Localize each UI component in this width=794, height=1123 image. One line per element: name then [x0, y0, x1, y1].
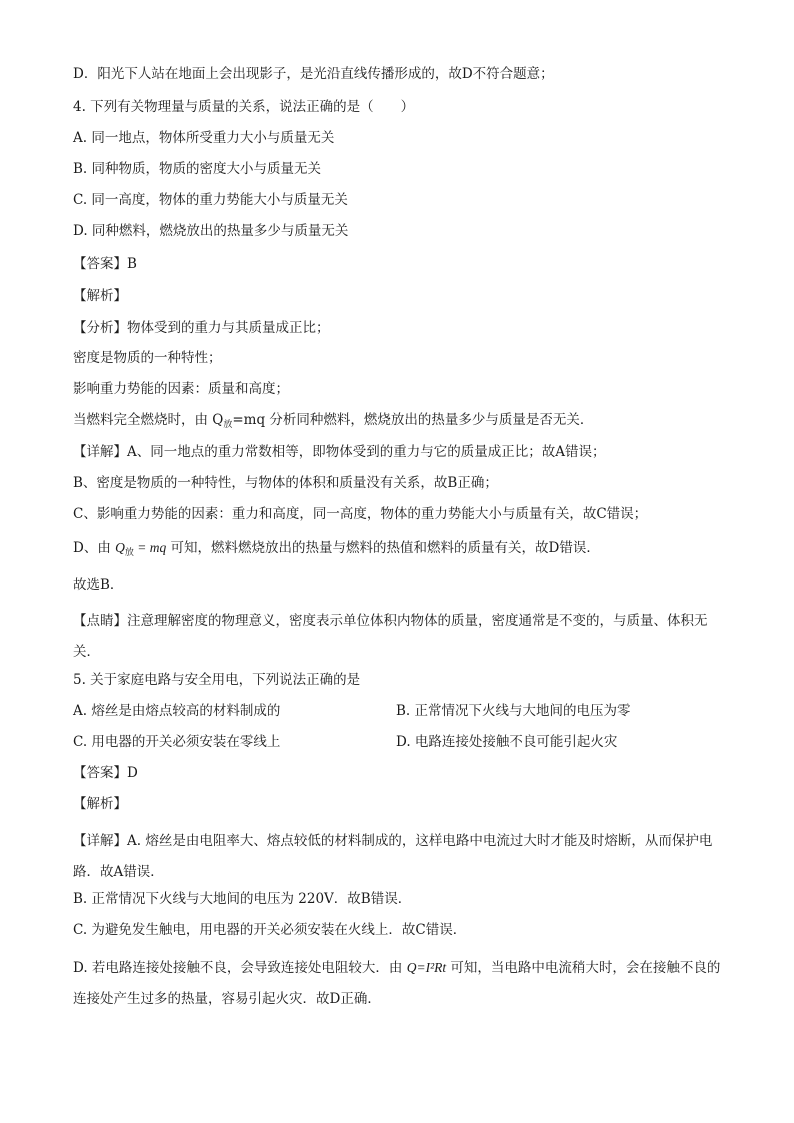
question-4-option-a: A. 同一地点，物体所受重力大小与质量无关 — [73, 130, 335, 146]
question-5-xiangjie-a: 【详解】A. 熔丝是由电阻率大、熔点较低的材料制成的，这样电路中电流过大时才能及时熔断，从而保护电路．故A错误． — [73, 833, 713, 880]
formula-rest: = mq — [133, 540, 167, 555]
question-5-explain-d — [73, 952, 733, 1015]
question-5-explain-b: B. 正常情况下火线与大地间的电压为 220V．故B错误． — [73, 891, 412, 907]
question-4-xiangjie-c: C、影响重力势能的因素：重力和高度，同一高度，物体的重力势能大小与质量有关，故C错误； — [73, 506, 648, 522]
question-5-option-a: A. 熔丝是由熔点较高的材料制成的 — [73, 703, 281, 719]
question-5-answer: 【答案】D — [73, 765, 138, 781]
fenxi-subscript: 放 — [223, 420, 233, 430]
question-4-option-d: D. 同种燃料，燃烧放出的热量多少与质量无关 — [73, 223, 349, 239]
question-4-fenxi-line-1: 【分析】物体受到的重力与其质量成正比； — [73, 320, 330, 336]
xiangjie-d-post: 可知，燃料燃烧放出的热量与燃料的热值和燃料的质量有关，故D错误． — [166, 540, 600, 556]
text-line: D．阳光下人站在地面上会出现影子，是光沿直线传播形成的，故D不符合题意； — [73, 66, 554, 82]
question-5-option-c: C. 用电器的开关必须安装在零线上 — [73, 734, 281, 750]
question-5-explain-c: C. 为避免发生触电，用电器的开关必须安装在火线上．故C错误． — [73, 922, 467, 938]
question-4-fenxi-line-2: 密度是物质的一种特性； — [73, 350, 222, 366]
question-5-stem: 5. 关于家庭电路与安全用电，下列说法正确的是 — [73, 672, 361, 688]
question-4-dianjing: 【点睛】注意理解密度的物理意义，密度表示单位体积内物体的质量，密度通常是不变的，与质量、体积无关． — [73, 613, 708, 660]
formula-subscript: 放 — [124, 548, 134, 558]
question-4-stem: 4. 下列有关物理量与质量的关系，说法正确的是（ ） — [73, 99, 415, 115]
explain-d-pre: D. 若电路连接处接触不良，会导致连接处电阻较大．由 — [73, 960, 407, 976]
question-4-fenxi-line-3: 影响重力势能的因素：质量和高度； — [73, 381, 289, 397]
question-4-option-b: B. 同种物质，物质的密度大小与质量无关 — [73, 161, 322, 177]
formula-joule: Q=I²Rt — [406, 960, 447, 975]
question-4-xiangjie-b: B、密度是物质的一种特性，与物体的体积和质量没有关系，故B正确； — [73, 475, 498, 491]
xiangjie-d-pre: D、由 — [73, 540, 116, 556]
question-4-select: 故选B． — [73, 577, 124, 593]
question-5-option-d: D. 电路连接处接触不良可能引起火灾 — [396, 734, 618, 750]
question-4-xiangjie-d — [73, 538, 600, 563]
question-4-xiangjie-a: 【详解】A、同一地点的重力常数相等，即物体受到的重力与它的质量成正比；故A错误； — [73, 444, 606, 460]
question-4-option-c: C. 同一高度，物体的重力势能大小与质量无关 — [73, 192, 348, 208]
question-5-jiexi-heading: 【解析】 — [73, 796, 127, 812]
question-4-answer: 【答案】B — [73, 256, 137, 272]
explain-d-post: 可知，当电路中电流稍大时，会在接触不良的连接处产生过多的热量，容易引起火灾．故D正确． — [73, 960, 721, 1007]
question-4-fenxi-line-4 — [73, 410, 593, 435]
fenxi-text-pre: 当燃料完全燃烧时，由 Q — [73, 412, 224, 428]
question-5-option-b: B. 正常情况下火线与大地间的电压为零 — [396, 703, 631, 719]
question-4-jiexi-heading: 【解析】 — [73, 288, 127, 304]
fenxi-text-post: =mq 分析同种燃料，燃烧放出的热量多少与质量是否无关． — [232, 412, 594, 428]
formula-q: Q — [115, 540, 125, 555]
